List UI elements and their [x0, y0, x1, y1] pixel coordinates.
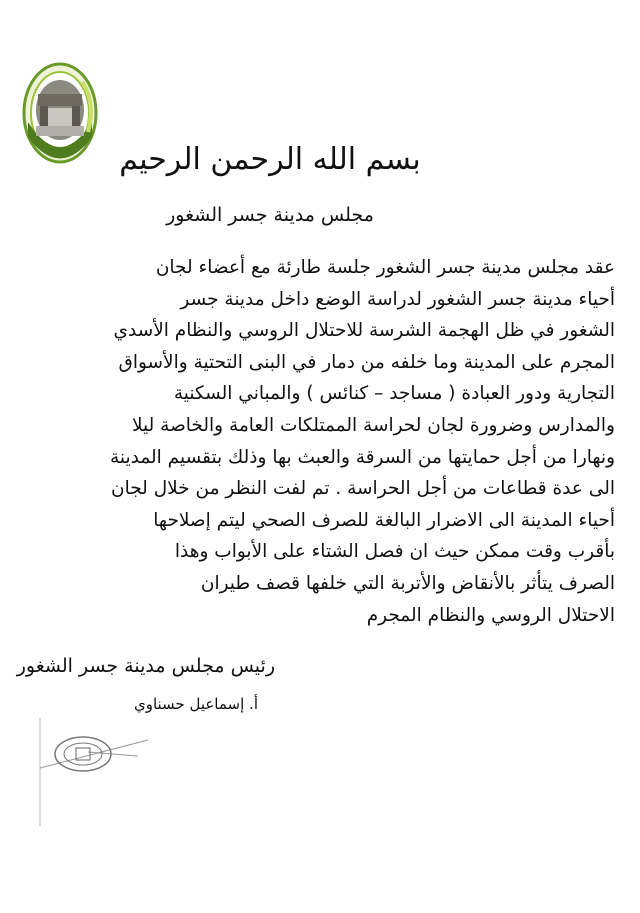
body-line: أحياء مدينة جسر الشغور لدراسة الوضع داخل مدينة جسر — [180, 288, 615, 310]
official-stamp-icon — [38, 718, 148, 828]
council-name-heading: مجلس مدينة جسر الشغور — [166, 204, 374, 226]
council-logo-icon — [22, 62, 98, 164]
basmala-heading: بسم الله الرحمن الرحيم — [119, 142, 421, 177]
signatory-name: أ. إسماعيل حسناوي — [133, 695, 258, 713]
body-line: المجرم على المدينة وما خلفه من دمار في البنى التحتية والأسواق — [118, 351, 615, 373]
body-line: والمدارس وضرورة لجان لحراسة الممتلكات العامة والخاصة ليلا — [132, 414, 615, 436]
signatory-role: رئيس مجلس مدينة جسر الشغور — [16, 655, 275, 677]
body-line: الى عدة قطاعات من أجل الحراسة . تم لفت النظر من خلال لجان — [111, 478, 615, 500]
body-line: عقد مجلس مدينة جسر الشغور جلسة طارئة مع أعضاء لجان — [155, 257, 615, 278]
statement-body — [40, 252, 615, 631]
body-line: بأقرب وقت ممكن حيث ان فصل الشتاء على الأبواب وهذا — [174, 541, 615, 563]
body-line: الصرف يتأثر بالأنقاض والأتربة التي خلفها قصف طيران — [200, 572, 615, 594]
body-line: أحياء المدينة الى الاضرار البالغة للصرف الصحي ليتم إصلاحها — [153, 509, 615, 531]
body-line: الاحتلال الروسي والنظام المجرم — [366, 604, 615, 626]
body-line: ونهارا من أجل حمايتها من السرقة والعبث بها وذلك بتقسيم المدينة — [109, 446, 615, 468]
body-line: التجارية ودور العبادة ( مساجد – كنائس ) والمباني السكنية — [173, 383, 615, 405]
body-line: الشغور في ظل الهجمة الشرسة للاحتلال الروسي والنظام الأسدي — [113, 320, 615, 342]
